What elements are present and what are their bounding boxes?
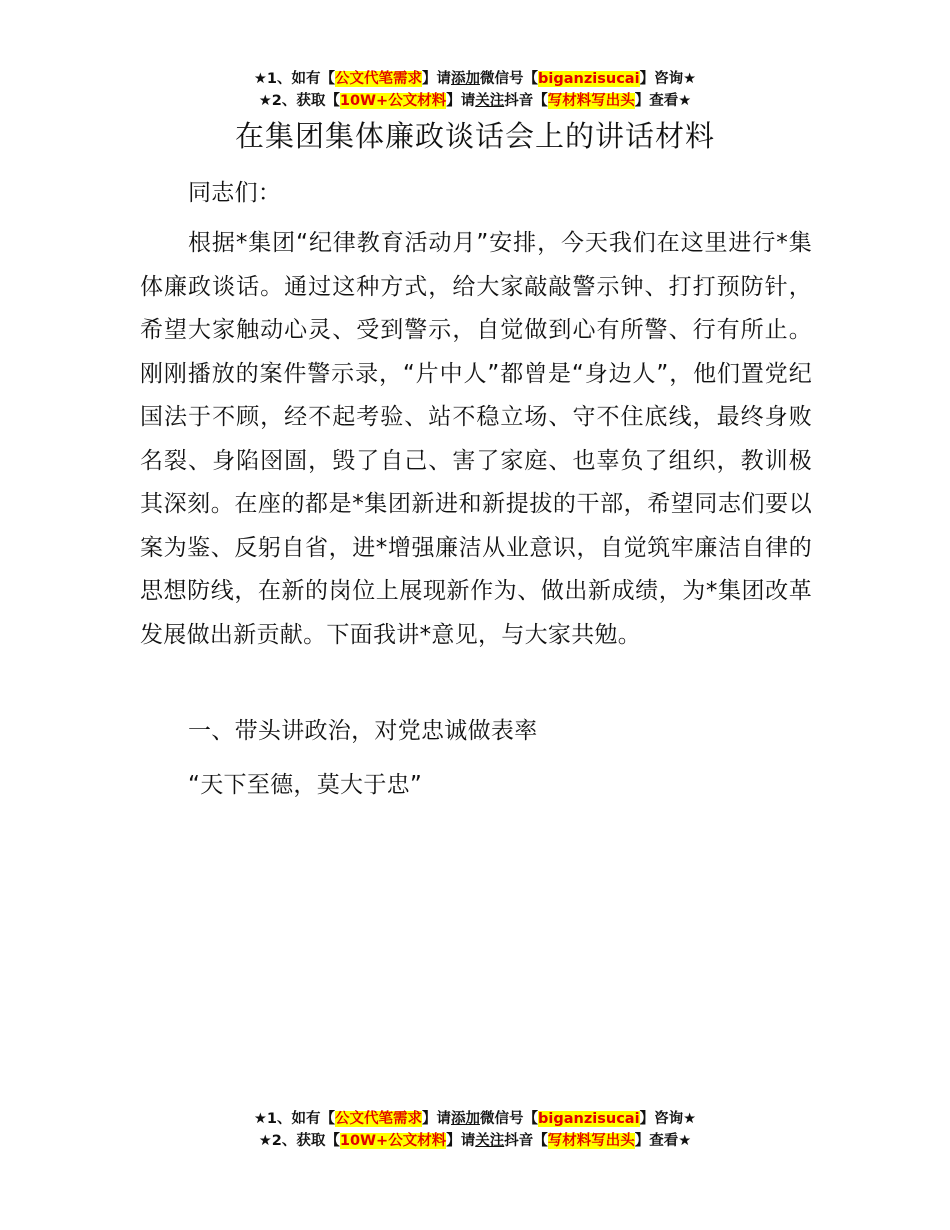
banner-text: 抖音【 bbox=[504, 1133, 548, 1149]
highlight-text: biganzisucai bbox=[538, 1111, 640, 1127]
highlight-text: 写材料写出头 bbox=[547, 93, 635, 109]
highlight-text: 公文代笔需求 bbox=[335, 1111, 423, 1127]
highlight-text: biganzisucai bbox=[538, 71, 640, 87]
banner-text: ★1、如有【 bbox=[253, 71, 336, 87]
banner-text: ★1、如有【 bbox=[253, 1111, 336, 1127]
underlined-text: 关注 bbox=[475, 1133, 505, 1149]
banner-text: 】咨询★ bbox=[639, 1111, 697, 1127]
salutation-text: 同志们： bbox=[188, 180, 282, 206]
banner-text: 微信号【 bbox=[480, 71, 539, 87]
banner-text: 】查看★ bbox=[634, 93, 692, 109]
paragraph-1-text: 根据*集团“纪律教育活动月”安排，今天我们在这里进行*集体廉政谈话。通过这种方式，给大家敲敲警示钟、打打预防针，希望大家触动心灵、受到警示，自觉做到心有所警、行有所止。刚刚播放的案件警示录，“片中人”都曾是“身边人”，他们置党纪国法于不顾，经不起考验、站不稳立场、守不住底线，最终身败名裂、身陷囹圄，毁了自己、害了家庭、也辜负了组织，教训极其深刻。在座的都是*集团新进和新提拔的干部，希望同志们要以案为鉴、反躬自省，进*增强廉洁从业意识，自觉筑牢廉洁自律的思想防线，在新的岗位上展现新作为、做出新成绩，为*集团改革发展做出新贡献。下面我讲*意见，与大家共勉。 bbox=[140, 230, 812, 648]
document-title: 在集团集体廉政谈话会上的讲话材料 bbox=[234, 119, 715, 153]
quote-text: “天下至德，莫大于忠” bbox=[188, 772, 423, 798]
salutation bbox=[140, 172, 812, 216]
banner-text: 】请 bbox=[446, 1133, 476, 1149]
banner-text: 】请 bbox=[446, 93, 476, 109]
highlight-text: 公文代笔需求 bbox=[335, 71, 423, 87]
banner-text: 】请 bbox=[422, 71, 452, 87]
banner-line-2 bbox=[0, 1130, 950, 1152]
banner-text: 】请 bbox=[422, 1111, 452, 1127]
banner-line-2 bbox=[0, 90, 950, 112]
banner-text: 微信号【 bbox=[480, 1111, 539, 1127]
banner-text: ★2、获取【 bbox=[258, 1133, 340, 1149]
footer-banner bbox=[0, 1108, 950, 1152]
underlined-text: 添加 bbox=[451, 1111, 481, 1127]
highlight-text: 10W+公文材料 bbox=[339, 1133, 447, 1149]
section-heading bbox=[140, 710, 812, 754]
quote bbox=[140, 764, 812, 808]
paragraph-1 bbox=[140, 222, 812, 657]
banner-text: 】咨询★ bbox=[639, 71, 697, 87]
banner-line-1 bbox=[0, 68, 950, 90]
banner-line-1 bbox=[0, 1108, 950, 1130]
underlined-text: 关注 bbox=[475, 93, 505, 109]
section-heading-text: 一、带头讲政治，对党忠诚做表率 bbox=[188, 718, 538, 744]
header-banner bbox=[0, 68, 950, 112]
highlight-text: 写材料写出头 bbox=[547, 1133, 635, 1149]
highlight-text: 10W+公文材料 bbox=[339, 93, 447, 109]
underlined-text: 添加 bbox=[451, 71, 481, 87]
banner-text: ★2、获取【 bbox=[258, 93, 340, 109]
banner-text: 抖音【 bbox=[504, 93, 548, 109]
banner-text: 】查看★ bbox=[634, 1133, 692, 1149]
